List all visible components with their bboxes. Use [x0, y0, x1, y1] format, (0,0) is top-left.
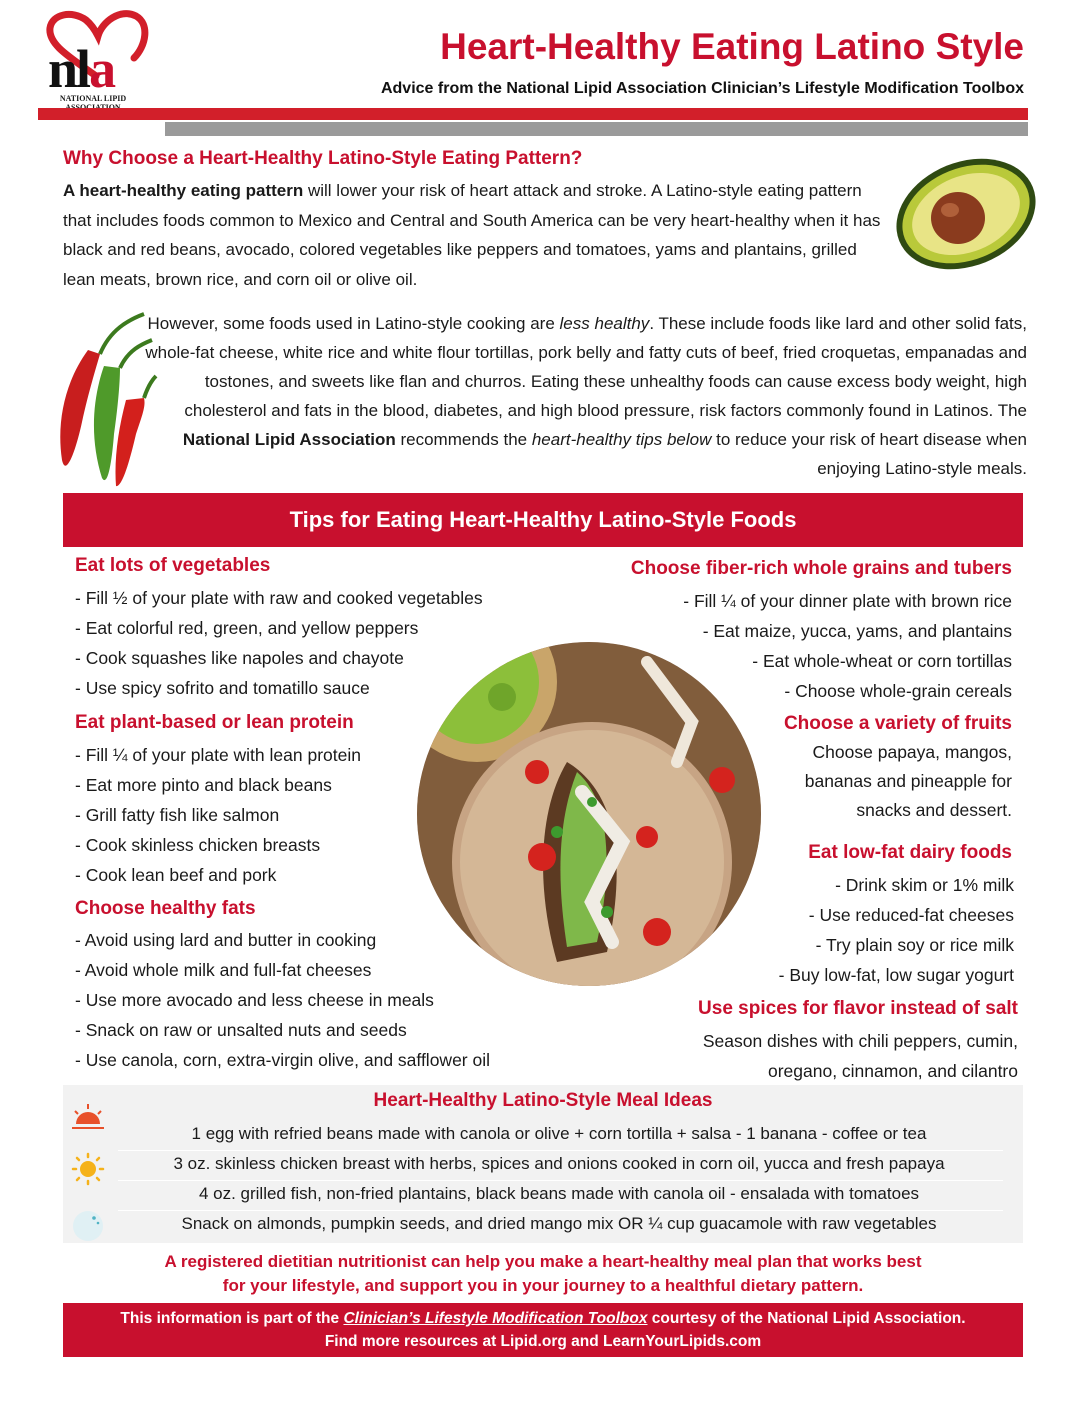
list-item: - Use spicy sofrito and tomatillo sauce [75, 678, 370, 698]
list-item: - Use more avocado and less cheese in meals [75, 990, 434, 1010]
list-item: - Avoid using lard and butter in cooking [75, 930, 377, 950]
grains-heading: Choose fiber-rich whole grains and tubers [630, 558, 1012, 579]
list-item: - Snack on raw or unsalted nuts and seeds [75, 1020, 407, 1040]
divider [118, 1210, 1003, 1211]
dairy-list [779, 870, 1014, 990]
footer-banner: This information is part of the Clinician’s Lifestyle Modification Toolbox courtesy of the National Lipid Association. Find more resources at Lipid.org and LearnYourLipids.com [63, 1303, 1023, 1357]
intro-paragraph-2: However, some foods used in Latino-style cooking are less healthy. These include foods like lard and other solid fats, whole-fat cheese, white rice and white flour tortillas, pork belly and fatty cuts of beef, fried croquetas, empanadas and tostones, and sweets like flan and churros. Eating these unhealthy foods can cause excess body weight, high cholesterol and fats in the blood, diabetes, and high blood pressure, risk factors commonly found in Latinos. The National Lipid Association recommends the heart-healthy tips below to reduce your risk of heart disease when enjoying Latino-style meals. [145, 314, 1027, 478]
toolbox-link[interactable]: Clinician’s Lifestyle Modification Toolbox [343, 1310, 648, 1327]
list-item: bananas and pineapple for [804, 771, 1012, 791]
grains-list [683, 586, 1012, 706]
sunrise-icon [68, 1102, 108, 1132]
list-item: - Eat more pinto and black beans [75, 775, 332, 795]
list-item: - Eat maize, yucca, yams, and plantains [702, 621, 1012, 641]
meal-ideas-heading: Heart-Healthy Latino-Style Meal Ideas [373, 1090, 713, 1111]
page-title: Heart-Healthy Eating Latino Style [440, 26, 1024, 67]
dietitian-line-2: for your lifestyle, and support you in your journey to a healthful dietary pattern. [222, 1276, 864, 1295]
list-item: - Eat colorful red, green, and yellow peppers [75, 618, 419, 638]
footer-resources: Find more resources at Lipid.org and LearnYourLipids.com [324, 1333, 762, 1350]
header-red-bar [38, 108, 1028, 120]
dietitian-line-1: A registered dietitian nutritionist can help you make a heart-healthy meal plan that works best [164, 1252, 922, 1271]
meal-idea-lunch: 3 oz. skinless chicken breast with herbs, spices and onions cooked in corn oil, yucca and fresh papaya [173, 1154, 945, 1173]
protein-heading: Eat plant-based or lean protein [75, 712, 354, 733]
list-item: - Fill ½ of your plate with raw and cooked vegetables [75, 588, 483, 608]
list-item: Season dishes with chili peppers, cumin, [702, 1031, 1018, 1051]
nla-logo [38, 10, 158, 110]
list-item: - Grill fatty fish like salmon [75, 805, 280, 825]
list-item: - Drink skim or 1% milk [835, 875, 1014, 895]
spices-list [703, 1026, 1018, 1086]
logo-caption: NATIONAL LIPID [59, 94, 127, 103]
avocado-image [888, 152, 1038, 272]
fruits-heading: Choose a variety of fruits [783, 713, 1012, 734]
header-gray-bar [165, 122, 1028, 136]
list-item: - Cook skinless chicken breasts [75, 835, 321, 855]
intro-paragraph-1: A heart-healthy eating pattern will lower your risk of heart attack and stroke. A Latino-style eating pattern that includes foods common to Mexico and Central and South America can be very heart-healthy when it has black and red beans, avocado, colored vegetables like peppers and tomatoes, yams and plantains, grilled lean meats, brown rice, and corn oil or olive oil. [63, 181, 881, 289]
list-item: - Cook lean beef and pork [75, 865, 277, 885]
moon-icon [68, 1208, 108, 1244]
list-item: - Fill ¼ of your plate with lean protein [75, 745, 361, 765]
divider [118, 1180, 1003, 1181]
chili-peppers-image [48, 310, 158, 490]
fruits-list [805, 738, 1012, 825]
fats-heading: Choose healthy fats [75, 898, 256, 919]
divider [118, 1150, 1003, 1151]
list-item: - Eat whole-wheat or corn tortillas [752, 651, 1012, 671]
meal-idea-breakfast: 1 egg with refried beans made with canola or olive + corn tortilla + salsa - 1 banana - coffee or tea [191, 1124, 927, 1143]
page-subtitle: Advice from the National Lipid Association Clinician’s Lifestyle Modification Toolbox [380, 80, 1024, 97]
why-heading: Why Choose a Heart-Healthy Latino-Style Eating Pattern? [63, 148, 583, 169]
dietitian-note [63, 1250, 1023, 1298]
sun-icon [68, 1152, 108, 1186]
list-item: - Cook squashes like napoles and chayote [75, 648, 404, 668]
list-item: oregano, cinnamon, and cilantro [767, 1061, 1018, 1081]
vegetables-heading: Eat lots of vegetables [75, 555, 271, 576]
list-item: - Try plain soy or rice milk [815, 935, 1014, 955]
list-item: snacks and dessert. [856, 800, 1012, 820]
protein-list [75, 740, 361, 890]
dairy-heading: Eat low-fat dairy foods [808, 842, 1012, 863]
list-item: - Avoid whole milk and full-fat cheeses [75, 960, 372, 980]
list-item: - Use reduced-fat cheeses [808, 905, 1014, 925]
meal-idea-snack: Snack on almonds, pumpkin seeds, and dried mango mix OR ¼ cup guacamole with raw vegetables [181, 1214, 937, 1233]
list-item: - Use canola, corn, extra-virgin olive, and safflower oil [75, 1050, 491, 1070]
logo-letters: nla [48, 39, 115, 99]
meal-idea-dinner: 4 oz. grilled fish, non-fried plantains, black beans made with canola oil - ensalada with tomatoes [198, 1184, 920, 1203]
list-item: Choose papaya, mangos, [812, 742, 1012, 762]
list-item: - Fill ¼ of your dinner plate with brown rice [683, 591, 1012, 611]
spices-heading: Use spices for flavor instead of salt [698, 998, 1018, 1019]
list-item: - Buy low-fat, low sugar yogurt [778, 965, 1014, 985]
tips-banner: Tips for Eating Heart-Healthy Latino-Style Foods [63, 493, 1023, 547]
list-item: - Choose whole-grain cereals [784, 681, 1012, 701]
